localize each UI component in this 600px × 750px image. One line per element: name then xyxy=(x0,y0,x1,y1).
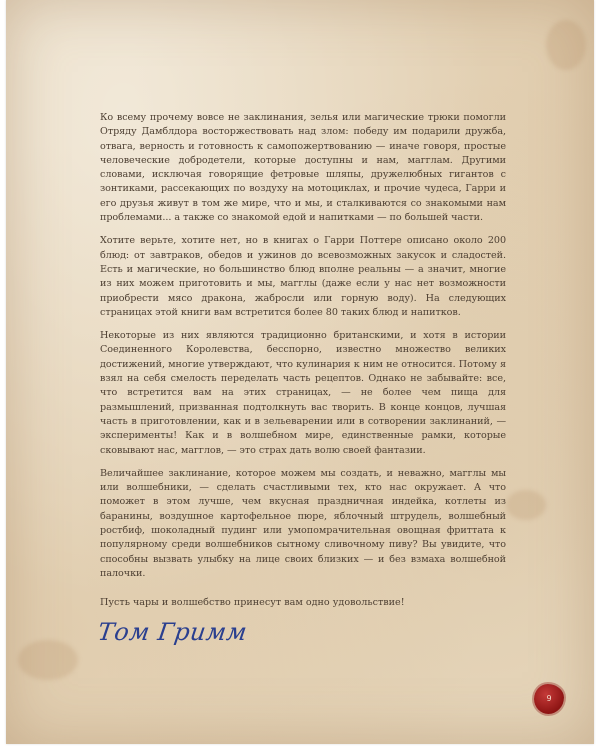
paragraph-4: Величайшее заклинание, которое можем мы создать, и неважно, магглы мы или волшебники, — сделать счастливыми тех, кто нас окружает. А что поможет в этом лучше, чем вкусная праздничная индейка, котлеты из баранины, воздушное картофельное пюре, яблочный штрудель, волшебный ростбиф, шоколадный пудинг или умопомрачительная овощная фриттата к популярному среди волшебников сытному сливочному пиву? Вы увидите, что способны вызвать улыбку на лице своих близких — и без взмаха волшебной палочки. xyxy=(100,467,506,579)
paragraph-2: Хотите верьте, хотите нет, но в книгах о Гарри Поттере описано около 200 блюд: от завтраков, обедов и ужинов до всевозможных закусок и сладостей. Есть и магические, но большинство блюд вполне реальны — а значит, многие из них можем приготовить и мы, магглы (даже если у нас нет возможности приобрести мясо дракона, жабросли или горную воду). На следующих страницах этой книги вам встретится более 80 таких блюд и напитков. xyxy=(100,235,506,318)
wax-seal-page-marker xyxy=(534,684,564,714)
closing-line: Пусть чары и волшебство принесут вам одно удовольствие! xyxy=(100,597,405,608)
paragraph-3: Некоторые из них являются традиционно британскими, и хотя в истории Соединенного Королевства, бесспорно, известно множество великих достижений, многие утверждают, что кулинария к ним не относится. Потому я взял на себя смелость переделать часть рецептов. Однако не забывайте: все, что встретится вам на этих страницах, — не более чем пища для размышлений, призванная подтолкнуть вас творить. В конце концов, лучшая часть в приготовлении, как и в зельеварении или в сотворении заклинаний, — эксперименты! Как и в волшебном мире, единственные рамки, которые сковывают нас, магглов, — это страх дать волю своей фантазии. xyxy=(100,330,506,456)
paragraph-1: Ко всему прочему вовсе не заклинания, зелья или магические трюки помогли Отряду Дамблдора восторжествовать над злом: победу им подарили дружба, отвага, верность и готовность к самопожертвованию — иначе говоря, простые человеческие добродетели, которые доступны и нам, магглам. Другими словами, исключая говорящие фетровые шляпы, дружелюбных гигантов с зонтиками, рассекающих по воздуху на мотоциклах, и прочие чудеса, Гарри и его друзья живут в том же мире, что и мы, и сталкиваются со знакомыми нам проблемами... а также со знакомой едой и напитками — по большей части. xyxy=(100,112,506,224)
body-text xyxy=(100,111,506,590)
paper-stain xyxy=(18,640,78,680)
book-page xyxy=(6,0,594,744)
paper-stain xyxy=(546,20,586,70)
page-number: 9 xyxy=(546,694,552,703)
paper-stain xyxy=(506,490,546,520)
author-signature: Том Гримм xyxy=(96,618,249,646)
